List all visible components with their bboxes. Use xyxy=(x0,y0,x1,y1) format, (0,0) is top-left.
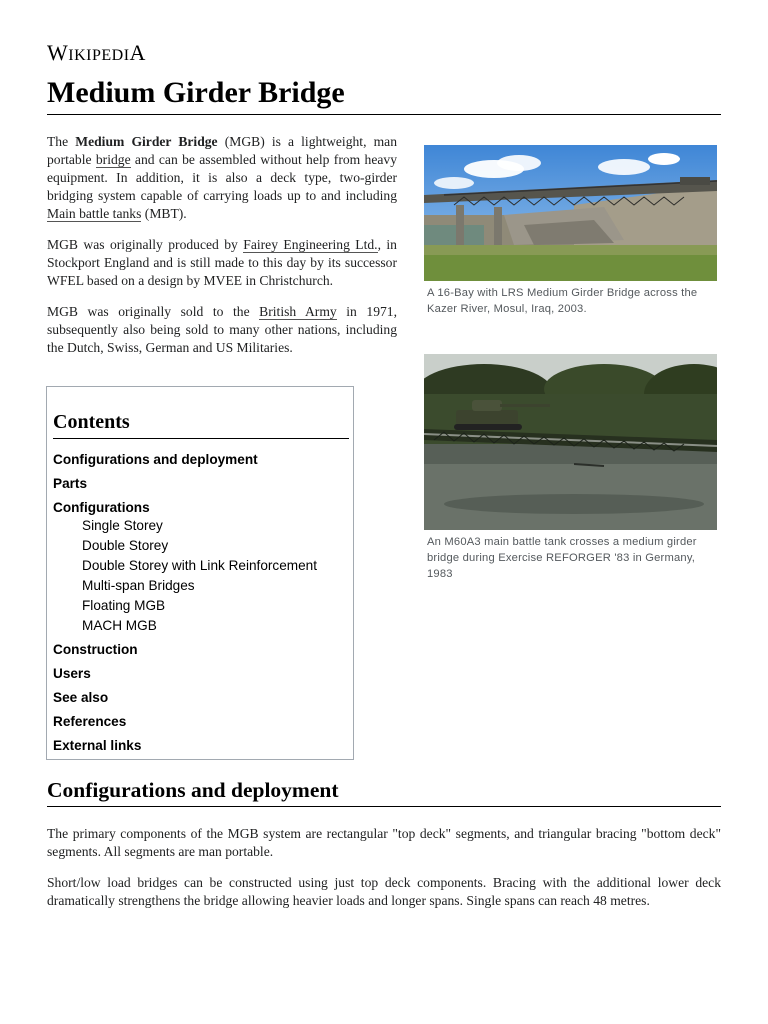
section-body xyxy=(47,825,721,923)
section-paragraph-2: Short/low load bridges can be constructed using just top deck components. Bracing with the additional lower deck dramatically strengthens the bridge allowing heavier loads and longer spans. Single spans can reach 48 metres. xyxy=(47,875,721,908)
intro-paragraph-2: MGB was originally produced by Fairey Engineering Ltd., in Stockport England and is still made to this day by its successor WFEL based on a design by MVEE in Christchurch. xyxy=(47,237,397,288)
section-paragraph-1: The primary components of the MGB system are rectangular "top deck" segments, and triangular bracing "bottom deck" segments. All segments are man portable. xyxy=(47,826,721,859)
wordmark-rest: IKIPEDI xyxy=(68,47,130,64)
intro-paragraph-3: MGB was originally sold to the British Army in 1971, subsequently also being sold to many other nations, including the Dutch, Swiss, German and US Militaries. xyxy=(47,304,397,355)
toc-item-see-also[interactable]: See also xyxy=(53,690,109,705)
table-of-contents xyxy=(46,386,354,760)
toc-list xyxy=(53,448,353,758)
toc-subitem-double-storey[interactable]: Double Storey xyxy=(82,538,169,553)
link-fairey-engineering[interactable]: Fairey Engineering Ltd. xyxy=(243,237,378,252)
figure-m60a3-crossing xyxy=(424,354,717,582)
toc-subitem-single-storey[interactable]: Single Storey xyxy=(82,518,163,533)
toc-item-construction[interactable]: Construction xyxy=(53,642,138,657)
toc-item-users[interactable]: Users xyxy=(53,666,91,681)
figure-caption: An M60A3 main battle tank crosses a medium girder bridge during Exercise REFORGER '83 in Germany, 1983 xyxy=(427,536,697,580)
link-main-battle-tanks[interactable]: Main battle tanks xyxy=(47,206,142,221)
toc-item-configurations-and-deployment[interactable]: Configurations and deployment xyxy=(53,452,258,467)
toc-item-configurations[interactable]: Configurations xyxy=(53,500,150,515)
wikipedia-wordmark[interactable] xyxy=(47,40,146,66)
intro-paragraph-1: The Medium Girder Bridge (MGB) is a lightweight, man portable bridge and can be assembled without help from heavy equipment. In addition, it is also a deck type, two-girder bridging system capable of carrying loads up to and including Main battle tanks (MBT). xyxy=(47,134,397,221)
article-intro xyxy=(47,133,397,370)
figure-mosul-bridge xyxy=(424,145,717,317)
wordmark-final: A xyxy=(129,40,146,65)
toc-subitem-double-storey-link[interactable]: Double Storey with Link Reinforcement xyxy=(82,558,317,573)
wordmark-initial: W xyxy=(47,40,69,65)
toc-title: Contents xyxy=(53,411,349,439)
link-british-army[interactable]: British Army xyxy=(259,304,337,319)
page-title: Medium Girder Bridge xyxy=(47,76,721,115)
toc-subitem-multi-span[interactable]: Multi-span Bridges xyxy=(82,578,195,593)
toc-item-parts[interactable]: Parts xyxy=(53,476,88,491)
toc-subitem-mach-mgb[interactable]: MACH MGB xyxy=(82,618,157,633)
photo-mosul-bridge[interactable] xyxy=(424,145,717,281)
toc-item-external-links[interactable]: External links xyxy=(53,738,142,753)
figure-caption: A 16-Bay with LRS Medium Girder Bridge across the Kazer River, Mosul, Iraq, 2003. xyxy=(427,287,698,315)
section-heading: Configurations and deployment xyxy=(47,778,721,807)
photo-m60a3-crossing[interactable] xyxy=(424,354,717,530)
toc-subitem-floating-mgb[interactable]: Floating MGB xyxy=(82,598,166,613)
toc-item-references[interactable]: References xyxy=(53,714,127,729)
term-bold: Medium Girder Bridge xyxy=(75,134,218,149)
link-bridge[interactable]: bridge xyxy=(95,152,131,167)
